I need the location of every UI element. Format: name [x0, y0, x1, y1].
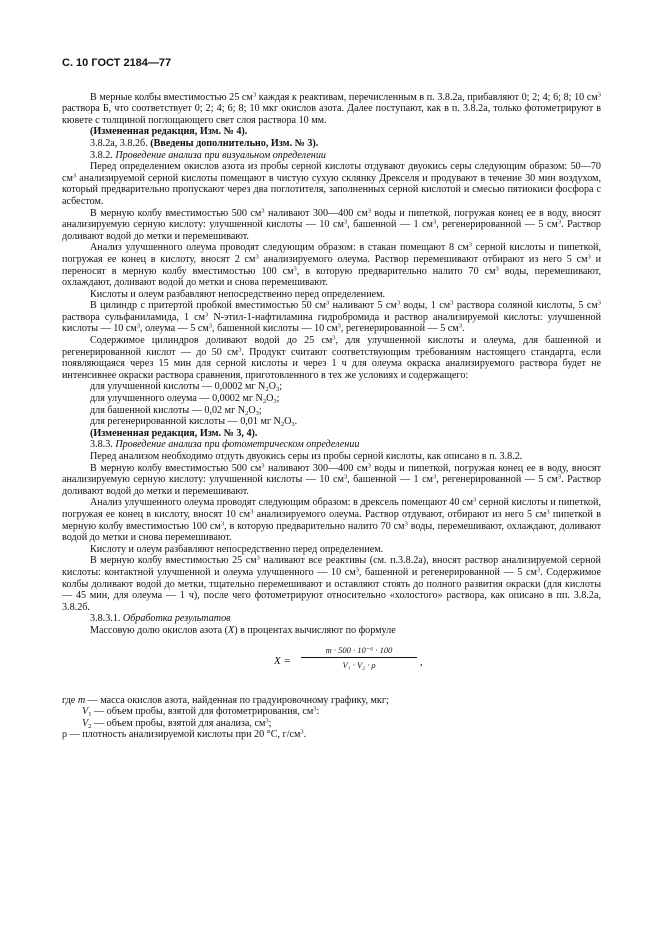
section-3-8-3-heading: 3.8.3. Проведение анализа при фотометрическом определении — [90, 439, 360, 451]
paragraph-photometric-intro: Перед анализом необходимо отдуть двуокись серы из пробы серной кислоты, как описано в п. 3.8.2. — [90, 451, 523, 462]
paragraph-formula-intro: Массовую долю окислов азота (X) в процентах вычисляют по формуле — [90, 624, 396, 636]
paragraph-cylinder-contents: Содержимое цилиндров доливают водой до 25 $см^3$, для улучшенной кислоты и олеума, для башенной и регенерированной кислот — до 50 $см^3$. Продукт считают соответствующим требованиям настоящего стандарта, если появляющаяся через 15 мин для серной кислоты и через 1 ч для олеума окраска анализируемого раствора будет не интенсивнее окраски раствора сравнения, приготовленного в тех же условиях и содержащего: — [62, 334, 601, 381]
list-item-oleum: для улучшенного олеума — 0,0002 мг $N_2O_3$; — [90, 393, 280, 406]
where-rho: ρ — плотность анализируемой кислоты при 20 °С, $г/см^3$. — [62, 728, 307, 741]
formula-numerator: m · 500 · 10⁻⁶ · 100 — [301, 645, 417, 659]
amendment-note: (Измененная редакция, Изм. № 4). — [90, 126, 248, 138]
paragraph-cylinder: В цилиндр с притертой пробкой вместимостью 50 $см^3$ наливают 5 $см^3$ воды, 1 $см^3$ раствора соляной кислоты, 5 $см^3$ раствора сульфаниламида, 1 $см^3$ N-этил-1-нафтиламина гидробромида и раствор анализируемой кислоты: улучшенной кислоты — 10 $см^3$, олеума — 5 $см^3$, башенной кислоты — 10 $см^3$, регенерированной — 5 $см^3$. — [62, 299, 602, 335]
formula-fraction — [301, 645, 417, 672]
list-item-regenerated-acid: для регенерированной кислоты — 0,01 мг $N_2O_3$. — [90, 416, 298, 429]
paragraph-flask-500: В мерную колбу вместимостью 500 $см^3$ наливают 300—400 $см^3$ воды и пипеткой, погружая конец ее в воду, вносят анализируемую серную кислоту: улучшенной кислоты — 10 $см^3$, башенной — 1 $см^3$, регенерированной — 5 $см^3$. Раствор доливают водой до метки и перемешивают. — [62, 207, 601, 242]
section-3-8-2-heading: 3.8.2. Проведение анализа при визуальном определении — [90, 149, 326, 161]
paragraph-photometric-dilution: Кислоту и олеум разбавляют непосредственно перед определением. — [90, 543, 384, 555]
formula-comma: , — [420, 656, 423, 668]
paragraph-so2-removal: Перед определением окислов азота из пробы серной кислоты отдувают двуокись серы следующим образом: 50—70 $см^3$ анализируемой серной кислоты помещают в чистую сухую склянку Дрекселя и продувают в течение 30 мин воздухом, который предварительно пропускают через два поглотителя, заполненных серной кислотой и смесью пятиокиси фосфора с асбестом. — [62, 161, 601, 207]
formula-lhs: X = — [274, 654, 291, 667]
amendment-note-2: 3.8.2а, 3.8.2б. (Введены дополнительно, Изм. № 3). — [90, 137, 319, 149]
list-item-tower-acid: для башенной кислоты — 0,02 мг $N_2O_3$; — [90, 404, 262, 417]
formula-denominator: V₁ · V₂ · ρ — [342, 660, 376, 671]
paragraph-photometric-measure: В мерную колбу вместимостью 25 $см^3$ наливают все реактивы (см. п.3.8.2а), вносят раствор анализируемой серной кислоты: контактной улучшенной и олеума улучшенного — 10 $см^3$, башенной и регенерированной — 5 $см^3$. Содержимое колбы доливают водой до метки, тщательно перемешивают и оставляют стоять до полного развития окраски (для кислоты — 45 мин, для олеума — 1 ч), после чего фотометрируют относительно «холостого» раствора, как описано в пп. 3.8.2а, 3.8.2б. — [62, 554, 601, 613]
where-m: где m — масса окислов азота, найденная по градуировочному графику, мкг; — [62, 694, 389, 706]
list-item-acid: для улучшенной кислоты — 0,0002 мг $N_2O_3$; — [90, 381, 283, 394]
page-header: С. 10 ГОСТ 2184—77 — [62, 57, 172, 69]
where-v2: $V_2$ — объем пробы, взятой для анализа, $см^3$; — [82, 717, 272, 730]
paragraph-photometric-oleum: Анализ улучшенного олеума проводят следующим образом: в дрексель помещают 40 $см^3$ серной кислоты и пипеткой, погружая ее конец в кислоту, вносят 10 $см^3$ анализируемого олеума. Раствор отдувают, отбирают из него 5 $см^3$ пипеткой в мерную колбу вместимостью 100 $см^3$, в которую предварительно налито 70 $см^3$ воды, перемешивают, охлаждают, доливают водой до метки и снова перемешивают. — [62, 496, 601, 544]
paragraph-dilution: Кислоты и олеум разбавляют непосредственно перед определением. — [90, 288, 386, 300]
where-v1: $V_1$ — объем пробы, взятой для фотометрирования, $см^3$: — [82, 705, 320, 719]
paragraph-oleum-analysis: Анализ улучшенного олеума проводят следующим образом: в стакан помещают 8 $см^3$ серной кислоты и пипеткой, погружая ее конец в кислоту, вносят 2 $см^3$ анализируемого олеума. Раствор перемешивают отбирают из него 5 $см^3$ и переносят в мерную колбу вместимостью 100 $см^3$, в которую предварительно налито 70 $см^3$ воды, перемешивают, охлаждают, доливают водой до метки и снова перемешивают. — [62, 241, 601, 289]
section-3-8-3-1-heading: 3.8.3.1. Обработка результатов — [90, 613, 231, 625]
formula — [62, 643, 601, 685]
paragraph-photometric-flask: В мерную колбу вместимостью 500 $см^3$ наливают 300—400 $см^3$ воды и пипеткой, погружая конец ее в воду, вносят анализируемую серную кислоту: улучшенной кислоты — 10 $см^3$, башенной — 1 $см^3$, регенерированной — 5 $см^3$. Раствор доливают водой до метки и перемешивают. — [62, 462, 601, 497]
paragraph-calibration: В мерные колбы вместимостью 25 $см^3$ каждая к реактивам, перечисленным в п. 3.8.2а, прибавляют 0; 2; 4; 6; 8; 10 $см^3$ раствора Б, что соответствует 0; 2; 4; 6; 8; 10 мкг окислов азота. Далее поступают, как в п. 3.8.2а, только фотометрируют в кювете с толщиной поглощающего свет слоя раствора 10 мм. — [62, 91, 601, 126]
amendment-note-3: (Измененная редакция, Изм. № 3, 4). — [90, 427, 258, 439]
